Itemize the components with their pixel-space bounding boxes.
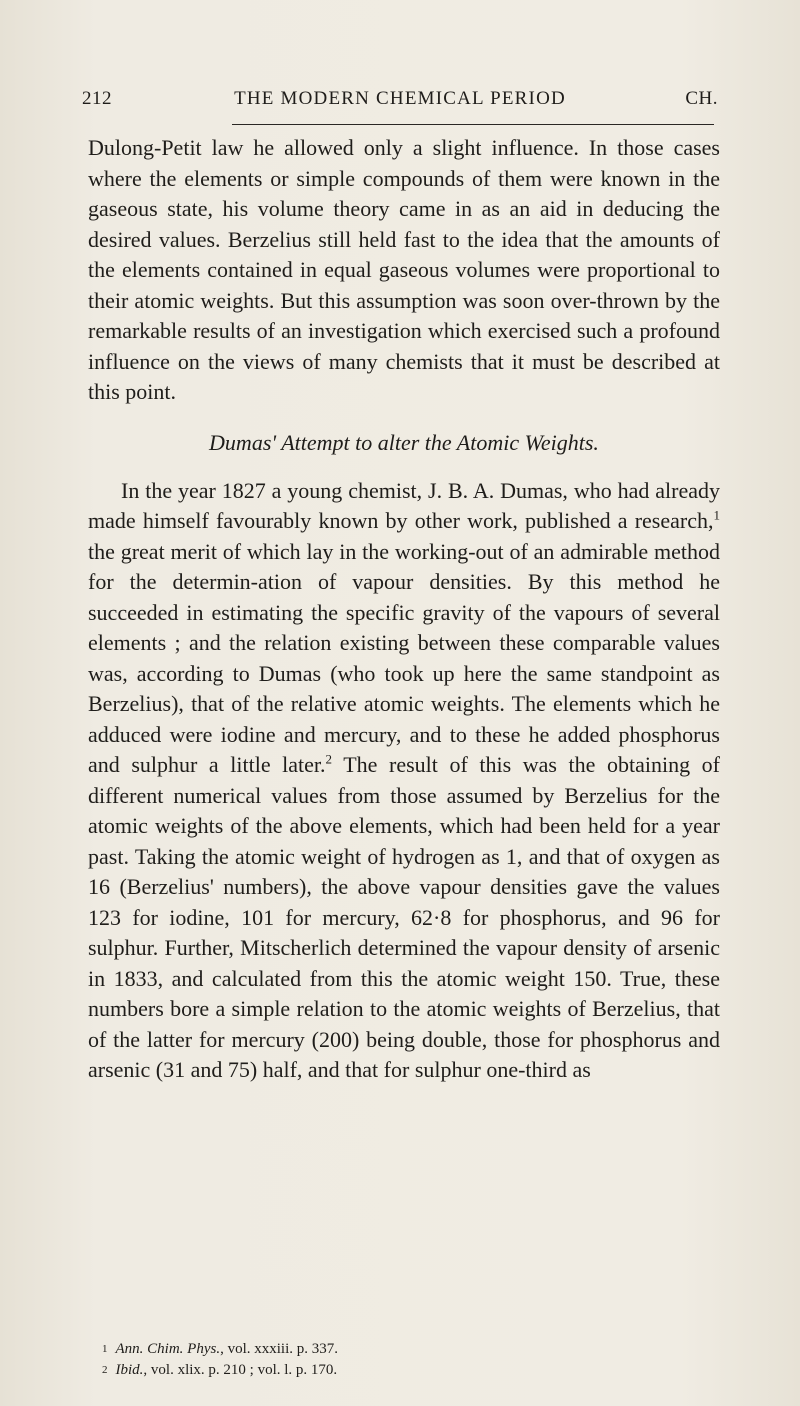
paragraph-text: The result of this was the obtaining of different numerical values from those assumed by Berzelius for the atomic weights of the above elements, which had been held for a year past. Taking the atomic weight of hydrogen as 1, and that of oxygen as 16 (Berzelius' numbers), the above vapour densities gave the values 123 for iodine, 101 for mercury, 62·8 for phosphorus, and 96 for sulphur. Further, Mitscherlich determined the vapour density of arsenic in 1833, and calculated from this the atomic weight 150. True, these numbers bore a simple relation to the atomic weights of Berzelius, that of the latter for mercury (200) being double, those for phosphorus and arsenic (31 and 75) half, and that for sulphur one-third as (88, 752, 720, 1082)
footnote-mark: 2 (102, 1364, 108, 1376)
footnotes (88, 1339, 720, 1381)
footnote-ref: 2 (325, 751, 333, 767)
body-text (88, 133, 720, 1086)
footnote-source: Ann. Chim. Phys. (115, 1341, 221, 1357)
footnote-source: Ibid. (115, 1362, 144, 1378)
section-heading: Dumas' Attempt to alter the Atomic Weights. (209, 429, 599, 455)
footnote-mark: 1 (102, 1343, 108, 1355)
running-title: THE MODERN CHEMICAL PERIOD (234, 88, 566, 109)
footnote-ref: 1 (713, 507, 720, 523)
paragraph-text: In the year 1827 a young chemist, J. B. A. Dumas, who had already made himself favourably known by other work, published a research, (88, 477, 720, 533)
footnote-detail: , vol. xlix. p. 210 ; vol. l. p. 170. (143, 1362, 338, 1378)
footnote (88, 1339, 720, 1360)
page-number: 212 (82, 88, 112, 109)
paragraph-text: the great merit of which lay in the working-out of an admirable method for the determin-ation of vapour densities. By this method he succeeded in estimating the specific gravity of the vapours of several elements ; and the relation existing between these comparable values was, according to Dumas (who took up here the same standpoint as Berzelius), that of the relative atomic weights. The elements which he adduced were iodine and mercury, and to these he added phosphorus and sulphur a little later. (88, 538, 720, 777)
running-header (82, 88, 718, 116)
footnote-detail: , vol. xxxiii. p. 337. (220, 1341, 338, 1357)
paragraph-continued: Dulong-Petit law he allowed only a slight influence. In those cases where the elements or simple compounds of them were known in the gaseous state, his volume theory came in as an aid in deducing the desired values. Berzelius still held fast to the idea that the amounts of the elements contained in equal gaseous volumes were proportional to their atomic weights. But this assumption was soon over-thrown by the remarkable results of an investigation which exercised such a profound influence on the views of many chemists that it must be described at this point. (88, 135, 720, 404)
chapter-abbrev: CH. (685, 88, 718, 109)
footnote (88, 1360, 720, 1381)
header-rule (232, 124, 714, 125)
paragraph-dumas (88, 476, 720, 1086)
